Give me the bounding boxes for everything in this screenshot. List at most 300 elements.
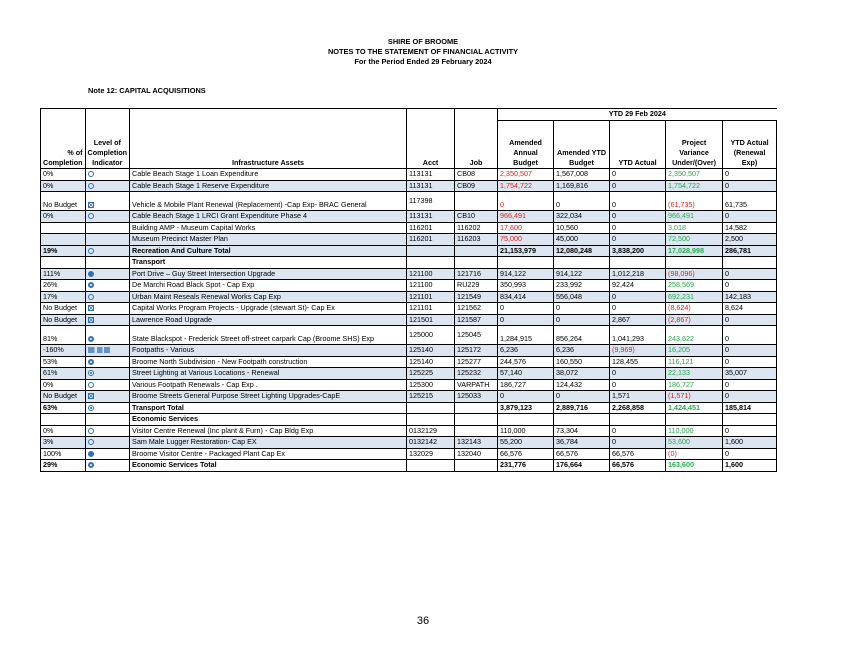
- completion-pct: 100%: [41, 448, 86, 460]
- completion-indicator-icon: [88, 282, 94, 288]
- ytd-actual: 0: [610, 425, 666, 437]
- asset-name: Cable Beach Stage 1 Loan Expenditure: [130, 169, 407, 181]
- project-variance: 258,569: [666, 280, 723, 292]
- completion-indicator-icon: [88, 370, 94, 376]
- completion-indicator: [85, 169, 130, 181]
- col-pct-header: % of Completion: [41, 120, 86, 169]
- table-row: [41, 368, 777, 380]
- ytd-budget: 36,784: [554, 437, 610, 449]
- report-title: SHIRE OF BROOME: [387, 37, 459, 46]
- project-variance: 110,000: [666, 425, 723, 437]
- asset-name: De Marchi Road Black Spot - Cap Exp: [130, 280, 407, 292]
- project-variance: (1,571): [666, 391, 723, 403]
- table-row: [41, 234, 777, 246]
- total-row: [41, 402, 777, 414]
- completion-indicator: [85, 345, 130, 357]
- completion-indicator: [85, 280, 130, 292]
- completion-pct: 0%: [41, 379, 86, 391]
- ytd-budget: 124,432: [554, 379, 610, 391]
- ytd-budget: 160,550: [554, 356, 610, 368]
- completion-indicator: [85, 448, 130, 460]
- job-code: [455, 402, 498, 414]
- renewal-actual: 0: [723, 448, 777, 460]
- empty-cell: [554, 257, 610, 269]
- col-job-header: Job: [455, 120, 498, 169]
- completion-indicator-icon: [88, 462, 94, 468]
- completion-pct: 53%: [41, 356, 86, 368]
- col-acct-header: Acct: [407, 120, 455, 169]
- completion-indicator-icon: [88, 317, 94, 323]
- completion-indicator-icon: [88, 405, 94, 411]
- ytd-actual: 0: [610, 180, 666, 192]
- completion-pct: No Budget: [41, 314, 86, 326]
- empty-cell: [554, 414, 610, 426]
- acct-code: 121501: [407, 314, 455, 326]
- ytd-budget: 322,034: [554, 211, 610, 223]
- asset-name: Visitor Centre Renewal (Inc plant & Furn) - Cap Bldg Exp: [130, 425, 407, 437]
- completion-indicator: [85, 303, 130, 315]
- completion-indicator-icon: [88, 171, 94, 177]
- project-variance: 2,350,507: [666, 169, 723, 181]
- acct-code: 113131: [407, 180, 455, 192]
- empty-cell: [723, 414, 777, 426]
- ytd-actual: 1,571: [610, 391, 666, 403]
- amended-budget: 0: [498, 192, 554, 211]
- ytd-budget: 0: [554, 192, 610, 211]
- completion-indicator-icon: [88, 248, 94, 254]
- table-row: [41, 303, 777, 315]
- job-code: [455, 460, 498, 472]
- acct-code: 116201: [407, 222, 455, 234]
- renewal-actual: 0: [723, 379, 777, 391]
- amended-budget: 244,576: [498, 356, 554, 368]
- asset-name: Museum Precinct Master Plan: [130, 234, 407, 246]
- total-row: [41, 245, 777, 257]
- amended-budget: 0: [498, 303, 554, 315]
- asset-name: Port Drive – Guy Street Intersection Upgrade: [130, 268, 407, 280]
- acct-code: 117398: [407, 192, 455, 211]
- job-code: 125172: [455, 345, 498, 357]
- renewal-actual: 0: [723, 268, 777, 280]
- ytd-actual: 66,576: [610, 460, 666, 472]
- acct-code: [407, 402, 455, 414]
- job-code: 125232: [455, 368, 498, 380]
- ytd-actual: 0: [610, 234, 666, 246]
- column-header-row: [41, 120, 777, 169]
- ytd-budget: 176,664: [554, 460, 610, 472]
- ytd-actual: 0: [610, 169, 666, 181]
- completion-indicator-icon: [88, 382, 94, 388]
- completion-indicator: [85, 268, 130, 280]
- completion-indicator: [85, 402, 130, 414]
- renewal-actual: 0: [723, 169, 777, 181]
- asset-name: Street Lighting at Various Locations - Renewal: [130, 368, 407, 380]
- renewal-actual: 0: [723, 280, 777, 292]
- job-code: 125045: [455, 326, 498, 345]
- amended-budget: 966,491: [498, 211, 554, 223]
- project-variance: 1,754,722: [666, 180, 723, 192]
- ytd-budget: 73,304: [554, 425, 610, 437]
- completion-indicator-icon: [88, 451, 94, 457]
- table-row: [41, 345, 777, 357]
- section-title: Transport: [130, 257, 407, 269]
- ytd-budget: 38,072: [554, 368, 610, 380]
- asset-name: Capital Works Program Projects - Upgrade (stewart St)- Cap Ex: [130, 303, 407, 315]
- completion-indicator: [85, 192, 130, 211]
- completion-pct: 29%: [41, 460, 86, 472]
- project-variance: 53,600: [666, 437, 723, 449]
- job-code: 121549: [455, 291, 498, 303]
- amended-budget: 6,236: [498, 345, 554, 357]
- completion-indicator: [85, 356, 130, 368]
- asset-name: Building AMP - Museum Capital Works: [130, 222, 407, 234]
- renewal-actual: 0: [723, 425, 777, 437]
- completion-pct: 0%: [41, 211, 86, 223]
- completion-pct: 26%: [41, 280, 86, 292]
- completion-indicator: [85, 368, 130, 380]
- completion-indicator: [85, 222, 130, 234]
- ytd-budget: 0: [554, 391, 610, 403]
- amended-budget: 834,414: [498, 291, 554, 303]
- section-title: Economic Services: [130, 414, 407, 426]
- group-header-row: [41, 109, 777, 121]
- acct-code: [407, 245, 455, 257]
- acct-code: 113131: [407, 169, 455, 181]
- asset-name: Economic Services Total: [130, 460, 407, 472]
- empty-cell: [666, 257, 723, 269]
- completion-pct: 19%: [41, 245, 86, 257]
- renewal-actual: 0: [723, 391, 777, 403]
- completion-pct: 81%: [41, 326, 86, 345]
- completion-indicator: [85, 437, 130, 449]
- completion-indicator-icon: [88, 202, 94, 208]
- amended-budget: 55,200: [498, 437, 554, 449]
- completion-pct: [41, 234, 86, 246]
- completion-pct: No Budget: [41, 303, 86, 315]
- completion-indicator: [85, 234, 130, 246]
- project-variance: (0): [666, 448, 723, 460]
- renewal-actual: 1,600: [723, 460, 777, 472]
- ytd-actual: 2,268,858: [610, 402, 666, 414]
- renewal-actual: 8,624: [723, 303, 777, 315]
- project-variance: 163,600: [666, 460, 723, 472]
- completion-pct: No Budget: [41, 391, 86, 403]
- completion-indicator-icon: [88, 213, 94, 219]
- completion-pct: 0%: [41, 169, 86, 181]
- table-row: [41, 222, 777, 234]
- job-code: [455, 425, 498, 437]
- empty-cell: [498, 257, 554, 269]
- job-code: 121587: [455, 314, 498, 326]
- empty-cell: [407, 414, 455, 426]
- project-variance: 186,727: [666, 379, 723, 391]
- job-code: VARPATH: [455, 379, 498, 391]
- ytd-budget: 66,576: [554, 448, 610, 460]
- ytd-actual: 0: [610, 368, 666, 380]
- ytd-group-header: YTD 29 Feb 2024: [498, 109, 777, 121]
- completion-indicator: [85, 379, 130, 391]
- empty-cell: [666, 414, 723, 426]
- page-number: 36: [416, 615, 430, 627]
- completion-pct: 61%: [41, 368, 86, 380]
- col-level-header: Level of Completion Indicator: [85, 120, 130, 169]
- project-variance: (98,096): [666, 268, 723, 280]
- project-variance: 1,424,451: [666, 402, 723, 414]
- renewal-actual: 14,582: [723, 222, 777, 234]
- asset-name: Cable Beach Stage 1 Reserve Expenditure: [130, 180, 407, 192]
- completion-indicator-icon: [88, 347, 110, 353]
- table-row: [41, 425, 777, 437]
- amended-budget: 350,993: [498, 280, 554, 292]
- asset-name: State Blackspot - Frederick Street off-street carpark Cap (Broome SHS) Exp: [130, 326, 407, 345]
- asset-name: Sam Male Lugger Restoration- Cap EX: [130, 437, 407, 449]
- project-variance: 966,491: [666, 211, 723, 223]
- ytd-actual: 0: [610, 211, 666, 223]
- ytd-budget: 0: [554, 303, 610, 315]
- completion-pct: No Budget: [41, 192, 86, 211]
- renewal-actual: 0: [723, 180, 777, 192]
- ytd-budget: 856,264: [554, 326, 610, 345]
- completion-pct: 0%: [41, 180, 86, 192]
- table-row: [41, 326, 777, 345]
- table-row: [41, 211, 777, 223]
- asset-name: Transport Total: [130, 402, 407, 414]
- project-variance: 243,622: [666, 326, 723, 345]
- job-code: 121716: [455, 268, 498, 280]
- empty-cell: [723, 257, 777, 269]
- acct-code: 125215: [407, 391, 455, 403]
- job-code: RU229: [455, 280, 498, 292]
- empty-cell: [610, 257, 666, 269]
- job-code: 121562: [455, 303, 498, 315]
- completion-indicator-icon: [88, 428, 94, 434]
- amended-budget: 3,879,123: [498, 402, 554, 414]
- completion-indicator: [85, 245, 130, 257]
- report-period: For the Period Ended 29 February 2024: [354, 57, 492, 66]
- renewal-actual: 0: [723, 345, 777, 357]
- amended-budget: 66,576: [498, 448, 554, 460]
- table-row: [41, 391, 777, 403]
- table-row: [41, 291, 777, 303]
- renewal-actual: 35,007: [723, 368, 777, 380]
- acct-code: 121101: [407, 303, 455, 315]
- section-row: [41, 414, 777, 426]
- ytd-actual: 0: [610, 379, 666, 391]
- completion-indicator-icon: [88, 294, 94, 300]
- asset-name: Urban Maint Reseals Renewal Works Cap Exp: [130, 291, 407, 303]
- table-row: [41, 448, 777, 460]
- ytd-actual: 0: [610, 291, 666, 303]
- acct-code: 113131: [407, 211, 455, 223]
- ytd-actual: 92,424: [610, 280, 666, 292]
- acct-code: 125300: [407, 379, 455, 391]
- job-code: [455, 245, 498, 257]
- renewal-actual: 0: [723, 356, 777, 368]
- asset-name: Broome Visitor Centre - Packaged Plant Cap Ex: [130, 448, 407, 460]
- completion-indicator: [85, 391, 130, 403]
- ytd-budget: 556,048: [554, 291, 610, 303]
- ytd-actual: 1,012,218: [610, 268, 666, 280]
- ytd-actual: 0: [610, 303, 666, 315]
- job-code: 132040: [455, 448, 498, 460]
- project-variance: (61,735): [666, 192, 723, 211]
- ytd-budget: 1,169,816: [554, 180, 610, 192]
- job-code: 116202: [455, 222, 498, 234]
- empty-cell: [407, 257, 455, 269]
- completion-indicator: [85, 460, 130, 472]
- renewal-actual: 61,735: [723, 192, 777, 211]
- project-variance: 17,028,998: [666, 245, 723, 257]
- ytd-actual: 1,041,293: [610, 326, 666, 345]
- acct-code: 125140: [407, 356, 455, 368]
- ytd-budget: 1,567,008: [554, 169, 610, 181]
- ytd-budget: 12,080,248: [554, 245, 610, 257]
- asset-name: Recreation And Culture Total: [130, 245, 407, 257]
- amended-budget: 21,153,979: [498, 245, 554, 257]
- ytd-actual: 0: [610, 222, 666, 234]
- ytd-actual: (9,969): [610, 345, 666, 357]
- completion-pct: -160%: [41, 345, 86, 357]
- table-row: [41, 437, 777, 449]
- ytd-budget: 233,992: [554, 280, 610, 292]
- ytd-budget: 6,236: [554, 345, 610, 357]
- completion-indicator: [85, 326, 130, 345]
- acct-code: 0132129: [407, 425, 455, 437]
- job-code: CB10: [455, 211, 498, 223]
- ytd-budget: 10,560: [554, 222, 610, 234]
- acct-code: 125000: [407, 326, 455, 345]
- project-variance: (2,867): [666, 314, 723, 326]
- renewal-actual: 0: [723, 211, 777, 223]
- table-row: [41, 180, 777, 192]
- acct-code: 121100: [407, 268, 455, 280]
- table-row: [41, 192, 777, 211]
- job-code: 125033: [455, 391, 498, 403]
- acct-code: 132029: [407, 448, 455, 460]
- renewal-actual: 185,814: [723, 402, 777, 414]
- completion-indicator: [85, 291, 130, 303]
- col-renewal-header: YTD Actual (Renewal Exp): [723, 120, 777, 169]
- col-ytd-actual-header: YTD Actual: [610, 120, 666, 169]
- amended-budget: 0: [498, 314, 554, 326]
- completion-indicator-icon: [88, 305, 94, 311]
- amended-budget: 231,776: [498, 460, 554, 472]
- ytd-actual: 0: [610, 437, 666, 449]
- amended-budget: 1,284,915: [498, 326, 554, 345]
- col-ytd-budget-header: Amended YTD Budget: [554, 120, 610, 169]
- empty-cell: [455, 257, 498, 269]
- job-code: 116203: [455, 234, 498, 246]
- ytd-actual: 66,576: [610, 448, 666, 460]
- completion-pct: 0%: [41, 425, 86, 437]
- completion-indicator: [85, 425, 130, 437]
- report-subtitle: NOTES TO THE STATEMENT OF FINANCIAL ACTIVITY: [327, 47, 519, 56]
- amended-budget: 914,122: [498, 268, 554, 280]
- renewal-actual: 0: [723, 314, 777, 326]
- ytd-actual: 128,455: [610, 356, 666, 368]
- asset-name: Broome North Subdivision - New Footpath construction: [130, 356, 407, 368]
- ytd-actual: 2,867: [610, 314, 666, 326]
- completion-indicator: [85, 180, 130, 192]
- empty-cell: [41, 414, 86, 426]
- amended-budget: 57,140: [498, 368, 554, 380]
- ytd-budget: 2,889,716: [554, 402, 610, 414]
- ytd-actual: 0: [610, 192, 666, 211]
- renewal-actual: 286,781: [723, 245, 777, 257]
- amended-budget: 1,754,722: [498, 180, 554, 192]
- renewal-actual: 0: [723, 326, 777, 345]
- acct-code: 125225: [407, 368, 455, 380]
- completion-indicator-icon: [88, 359, 94, 365]
- table-row: [41, 379, 777, 391]
- asset-name: Broome Streets General Purpose Street Lighting Upgrades-CapE: [130, 391, 407, 403]
- completion-indicator-icon: [88, 439, 94, 445]
- col-asset-header: Infrastructure Assets: [130, 120, 407, 169]
- renewal-actual: 1,600: [723, 437, 777, 449]
- asset-name: Various Footpath Renewals - Cap Exp .: [130, 379, 407, 391]
- empty-cell: [85, 257, 130, 269]
- ytd-budget: 45,000: [554, 234, 610, 246]
- acct-code: 121101: [407, 291, 455, 303]
- completion-indicator-icon: [88, 271, 94, 277]
- empty-cell: [610, 414, 666, 426]
- acct-code: 121100: [407, 280, 455, 292]
- acct-code: 116201: [407, 234, 455, 246]
- empty-cell: [455, 414, 498, 426]
- asset-name: Vehicle & Mobile Plant Renewal (Replacement) -Cap Exp- BRAC General: [130, 192, 407, 211]
- completion-pct: [41, 222, 86, 234]
- col-amended-header: Amended Annual Budget: [498, 120, 554, 169]
- asset-name: Lawrence Road Upgrade: [130, 314, 407, 326]
- total-row: [41, 460, 777, 472]
- table-row: [41, 356, 777, 368]
- completion-pct: 63%: [41, 402, 86, 414]
- job-code: 132143: [455, 437, 498, 449]
- ytd-actual: 3,838,200: [610, 245, 666, 257]
- project-variance: 692,231: [666, 291, 723, 303]
- asset-name: Cable Beach Stage 1 LRCI Grant Expenditure Phase 4: [130, 211, 407, 223]
- amended-budget: 0: [498, 391, 554, 403]
- section-row: [41, 257, 777, 269]
- col-variance-header: Project Variance Under/(Over): [666, 120, 723, 169]
- acct-code: 125140: [407, 345, 455, 357]
- amended-budget: 2,350,507: [498, 169, 554, 181]
- project-variance: 3,018: [666, 222, 723, 234]
- project-variance: 116,121: [666, 356, 723, 368]
- completion-indicator-icon: [88, 393, 94, 399]
- job-code: [455, 192, 498, 211]
- project-variance: (8,624): [666, 303, 723, 315]
- capital-acquisitions-table: [40, 108, 777, 472]
- table-row: [41, 268, 777, 280]
- note-title: Note 12: CAPITAL ACQUISITIONS: [88, 86, 206, 95]
- acct-code: [407, 460, 455, 472]
- empty-cell: [498, 414, 554, 426]
- amended-budget: 186,727: [498, 379, 554, 391]
- amended-budget: 110,000: [498, 425, 554, 437]
- renewal-actual: 142,183: [723, 291, 777, 303]
- amended-budget: 75,000: [498, 234, 554, 246]
- completion-indicator: [85, 314, 130, 326]
- completion-indicator-icon: [88, 183, 94, 189]
- asset-name: Footpaths - Various: [130, 345, 407, 357]
- amended-budget: 17,600: [498, 222, 554, 234]
- job-code: CB08: [455, 169, 498, 181]
- acct-code: 0132142: [407, 437, 455, 449]
- completion-pct: 17%: [41, 291, 86, 303]
- ytd-budget: 914,122: [554, 268, 610, 280]
- project-variance: 16,205: [666, 345, 723, 357]
